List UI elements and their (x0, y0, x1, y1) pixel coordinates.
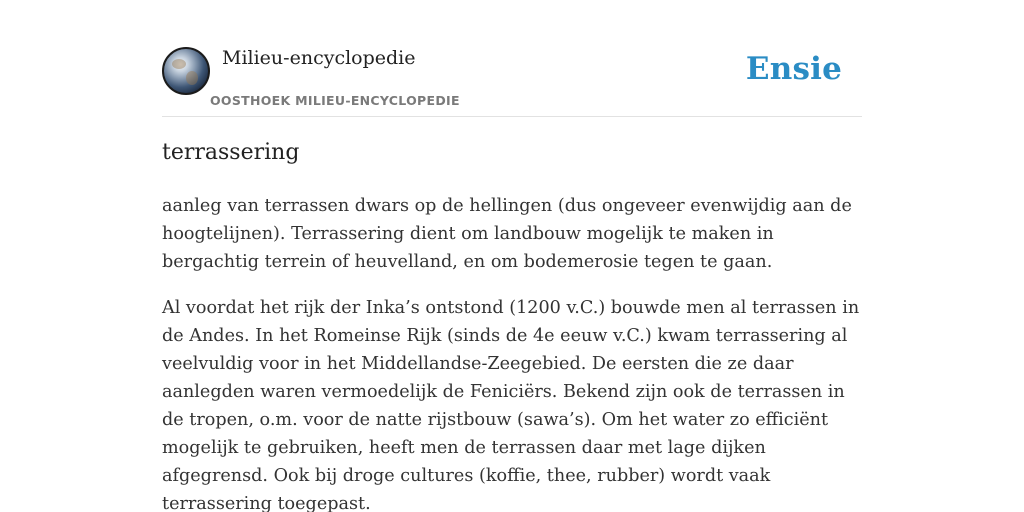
article-body (162, 192, 862, 512)
page-title: terrassering (162, 140, 300, 165)
earth-globe-icon[interactable] (162, 47, 210, 95)
article-paragraph: aanleg van terrassen dwars op de hellingen (dus ongeveer evenwijdig aan de hoogtelijnen). Terrassering dient om landbouw mogelijk te maken in bergachtig terrein of heuvelland, en om bodemerosie tegen te gaan. (162, 196, 852, 272)
brand-logo[interactable]: Ensie (745, 51, 842, 87)
site-header (162, 44, 862, 117)
site-subtitle[interactable]: OOSTHOEK MILIEU-ENCYCLOPEDIE (210, 93, 460, 108)
site-name[interactable]: Milieu-encyclopedie (222, 47, 416, 69)
article-paragraph: Al voordat het rijk der Inka’s ontstond (1200 v.C.) bouwde men al terrassen in de Andes. In het Romeinse Rijk (sinds de 4e eeuw v.C.) kwam terrassering al veelvuldig voor in het Middellandse-Zeegebied. De eersten die ze daar aanlegden waren vermoedelijk de Feniciërs. Bekend zijn ook de terrassen in de tropen, o.m. voor de natte rijstbouw (sawa’s). Om het water zo efficiënt mogelijk te gebruiken, heeft men de terrassen daar met lage dijken afgegrensd. Ook bij droge cultures (koffie, thee, rubber) wordt vaak terrassering toegepast. (162, 298, 860, 512)
